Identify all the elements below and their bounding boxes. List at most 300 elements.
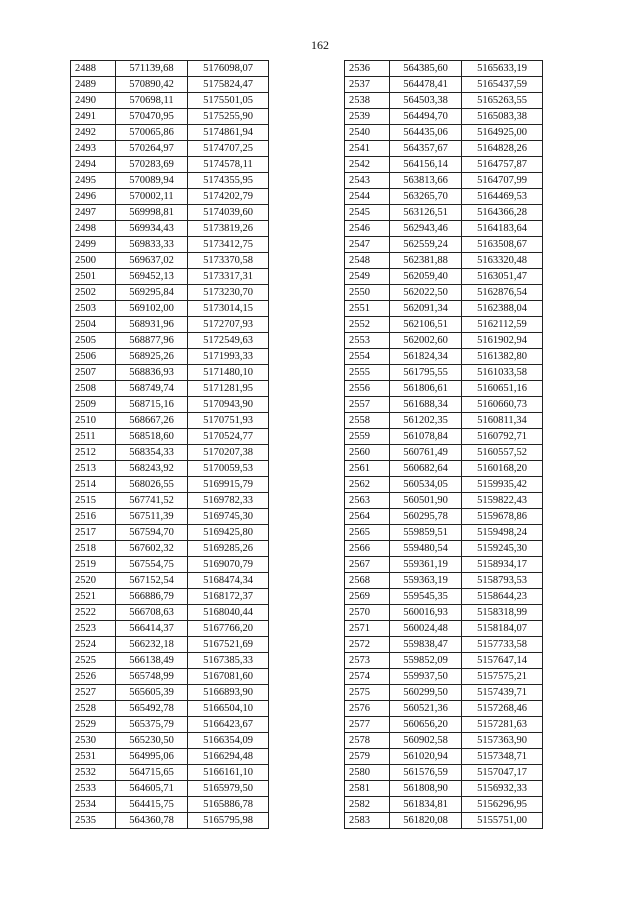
table-row xyxy=(71,605,269,621)
x-coordinate-cell: 564503,38 xyxy=(390,93,462,109)
y-coordinate-cell: 5172549,63 xyxy=(188,333,269,349)
point-number-cell: 2564 xyxy=(345,509,390,525)
point-number-cell: 2563 xyxy=(345,493,390,509)
point-number-cell: 2532 xyxy=(71,765,116,781)
y-coordinate-cell: 5164707,99 xyxy=(462,173,543,189)
table-row xyxy=(345,205,543,221)
y-coordinate-cell: 5173230,70 xyxy=(188,285,269,301)
point-number-cell: 2574 xyxy=(345,669,390,685)
point-number-cell: 2548 xyxy=(345,253,390,269)
y-coordinate-cell: 5159678,86 xyxy=(462,509,543,525)
y-coordinate-cell: 5171480,10 xyxy=(188,365,269,381)
y-coordinate-cell: 5166504,10 xyxy=(188,701,269,717)
y-coordinate-cell: 5164925,00 xyxy=(462,125,543,141)
x-coordinate-cell: 564605,71 xyxy=(116,781,188,797)
table-row xyxy=(345,701,543,717)
x-coordinate-cell: 559859,51 xyxy=(390,525,462,541)
point-number-cell: 2493 xyxy=(71,141,116,157)
point-number-cell: 2490 xyxy=(71,93,116,109)
x-coordinate-cell: 564357,67 xyxy=(390,141,462,157)
y-coordinate-cell: 5156296,95 xyxy=(462,797,543,813)
y-coordinate-cell: 5166354,09 xyxy=(188,733,269,749)
y-coordinate-cell: 5157348,71 xyxy=(462,749,543,765)
x-coordinate-cell: 569998,81 xyxy=(116,205,188,221)
x-coordinate-cell: 562106,51 xyxy=(390,317,462,333)
table-row xyxy=(71,557,269,573)
point-number-cell: 2497 xyxy=(71,205,116,221)
point-number-cell: 2579 xyxy=(345,749,390,765)
x-coordinate-cell: 560521,36 xyxy=(390,701,462,717)
y-coordinate-cell: 5165437,59 xyxy=(462,77,543,93)
x-coordinate-cell: 570089,94 xyxy=(116,173,188,189)
x-coordinate-cell: 564360,78 xyxy=(116,813,188,829)
y-coordinate-cell: 5175255,90 xyxy=(188,109,269,125)
x-coordinate-cell: 564715,65 xyxy=(116,765,188,781)
x-coordinate-cell: 566708,63 xyxy=(116,605,188,621)
x-coordinate-cell: 565230,50 xyxy=(116,733,188,749)
table-row xyxy=(71,813,269,829)
point-number-cell: 2492 xyxy=(71,125,116,141)
point-number-cell: 2518 xyxy=(71,541,116,557)
x-coordinate-cell: 564385,60 xyxy=(390,61,462,77)
x-coordinate-cell: 559937,50 xyxy=(390,669,462,685)
y-coordinate-cell: 5160168,20 xyxy=(462,461,543,477)
point-number-cell: 2542 xyxy=(345,157,390,173)
x-coordinate-cell: 561795,55 xyxy=(390,365,462,381)
x-coordinate-cell: 566232,18 xyxy=(116,637,188,653)
x-coordinate-cell: 563265,70 xyxy=(390,189,462,205)
table-row xyxy=(345,237,543,253)
point-number-cell: 2498 xyxy=(71,221,116,237)
y-coordinate-cell: 5171993,33 xyxy=(188,349,269,365)
x-coordinate-cell: 559852,09 xyxy=(390,653,462,669)
point-number-cell: 2488 xyxy=(71,61,116,77)
y-coordinate-cell: 5176098,07 xyxy=(188,61,269,77)
table-row xyxy=(71,733,269,749)
point-number-cell: 2555 xyxy=(345,365,390,381)
x-coordinate-cell: 560902,58 xyxy=(390,733,462,749)
page-number: 162 xyxy=(311,38,329,52)
y-coordinate-cell: 5171281,95 xyxy=(188,381,269,397)
x-coordinate-cell: 560534,05 xyxy=(390,477,462,493)
point-number-cell: 2527 xyxy=(71,685,116,701)
y-coordinate-cell: 5163320,48 xyxy=(462,253,543,269)
y-coordinate-cell: 5165979,50 xyxy=(188,781,269,797)
x-coordinate-cell: 565748,99 xyxy=(116,669,188,685)
x-coordinate-cell: 560295,78 xyxy=(390,509,462,525)
point-number-cell: 2577 xyxy=(345,717,390,733)
table-row xyxy=(71,237,269,253)
y-coordinate-cell: 5175501,05 xyxy=(188,93,269,109)
table-row xyxy=(71,765,269,781)
table-row xyxy=(71,429,269,445)
point-number-cell: 2516 xyxy=(71,509,116,525)
point-number-cell: 2541 xyxy=(345,141,390,157)
y-coordinate-cell: 5174202,79 xyxy=(188,189,269,205)
point-number-cell: 2494 xyxy=(71,157,116,173)
table-row xyxy=(71,77,269,93)
point-number-cell: 2529 xyxy=(71,717,116,733)
point-number-cell: 2545 xyxy=(345,205,390,221)
table-row xyxy=(345,557,543,573)
coordinates-table-left xyxy=(70,60,269,829)
point-number-cell: 2582 xyxy=(345,797,390,813)
y-coordinate-cell: 5167766,20 xyxy=(188,621,269,637)
table-row xyxy=(345,221,543,237)
point-number-cell: 2520 xyxy=(71,573,116,589)
x-coordinate-cell: 568715,16 xyxy=(116,397,188,413)
y-coordinate-cell: 5168474,34 xyxy=(188,573,269,589)
x-coordinate-cell: 559545,35 xyxy=(390,589,462,605)
point-number-cell: 2528 xyxy=(71,701,116,717)
y-coordinate-cell: 5172707,93 xyxy=(188,317,269,333)
table-row xyxy=(345,365,543,381)
point-number-cell: 2581 xyxy=(345,781,390,797)
point-number-cell: 2519 xyxy=(71,557,116,573)
y-coordinate-cell: 5162388,04 xyxy=(462,301,543,317)
table-row xyxy=(345,333,543,349)
y-coordinate-cell: 5173014,15 xyxy=(188,301,269,317)
y-coordinate-cell: 5170943,90 xyxy=(188,397,269,413)
y-coordinate-cell: 5163051,47 xyxy=(462,269,543,285)
table-row xyxy=(345,589,543,605)
x-coordinate-cell: 566414,37 xyxy=(116,621,188,637)
y-coordinate-cell: 5158318,99 xyxy=(462,605,543,621)
y-coordinate-cell: 5170207,38 xyxy=(188,445,269,461)
y-coordinate-cell: 5169782,33 xyxy=(188,493,269,509)
x-coordinate-cell: 568749,74 xyxy=(116,381,188,397)
y-coordinate-cell: 5173317,31 xyxy=(188,269,269,285)
table-row xyxy=(71,589,269,605)
point-number-cell: 2557 xyxy=(345,397,390,413)
x-coordinate-cell: 565492,78 xyxy=(116,701,188,717)
x-coordinate-cell: 559363,19 xyxy=(390,573,462,589)
point-number-cell: 2571 xyxy=(345,621,390,637)
y-coordinate-cell: 5170059,53 xyxy=(188,461,269,477)
point-number-cell: 2489 xyxy=(71,77,116,93)
point-number-cell: 2511 xyxy=(71,429,116,445)
point-number-cell: 2502 xyxy=(71,285,116,301)
point-number-cell: 2553 xyxy=(345,333,390,349)
y-coordinate-cell: 5160811,34 xyxy=(462,413,543,429)
table-row xyxy=(71,301,269,317)
table-row xyxy=(345,173,543,189)
x-coordinate-cell: 564478,41 xyxy=(390,77,462,93)
y-coordinate-cell: 5169915,79 xyxy=(188,477,269,493)
y-coordinate-cell: 5161033,58 xyxy=(462,365,543,381)
x-coordinate-cell: 562022,50 xyxy=(390,285,462,301)
point-number-cell: 2517 xyxy=(71,525,116,541)
y-coordinate-cell: 5165263,55 xyxy=(462,93,543,109)
table-row xyxy=(71,509,269,525)
x-coordinate-cell: 569452,13 xyxy=(116,269,188,285)
table-row xyxy=(71,269,269,285)
point-number-cell: 2556 xyxy=(345,381,390,397)
x-coordinate-cell: 570002,11 xyxy=(116,189,188,205)
point-number-cell: 2558 xyxy=(345,413,390,429)
table-row xyxy=(345,509,543,525)
x-coordinate-cell: 560016,93 xyxy=(390,605,462,621)
y-coordinate-cell: 5173370,58 xyxy=(188,253,269,269)
x-coordinate-cell: 570470,95 xyxy=(116,109,188,125)
y-coordinate-cell: 5165633,19 xyxy=(462,61,543,77)
point-number-cell: 2537 xyxy=(345,77,390,93)
y-coordinate-cell: 5169070,79 xyxy=(188,557,269,573)
table-row xyxy=(345,541,543,557)
y-coordinate-cell: 5163508,67 xyxy=(462,237,543,253)
y-coordinate-cell: 5157363,90 xyxy=(462,733,543,749)
point-number-cell: 2569 xyxy=(345,589,390,605)
y-coordinate-cell: 5157575,21 xyxy=(462,669,543,685)
table-row xyxy=(71,285,269,301)
point-number-cell: 2501 xyxy=(71,269,116,285)
x-coordinate-cell: 565605,39 xyxy=(116,685,188,701)
point-number-cell: 2500 xyxy=(71,253,116,269)
x-coordinate-cell: 567152,54 xyxy=(116,573,188,589)
x-coordinate-cell: 561688,34 xyxy=(390,397,462,413)
point-number-cell: 2570 xyxy=(345,605,390,621)
table-row xyxy=(345,621,543,637)
table-row xyxy=(345,157,543,173)
x-coordinate-cell: 568877,96 xyxy=(116,333,188,349)
table-row xyxy=(71,333,269,349)
point-number-cell: 2554 xyxy=(345,349,390,365)
x-coordinate-cell: 562059,40 xyxy=(390,269,462,285)
table-row xyxy=(345,717,543,733)
table-row xyxy=(71,205,269,221)
x-coordinate-cell: 568518,60 xyxy=(116,429,188,445)
point-number-cell: 2531 xyxy=(71,749,116,765)
x-coordinate-cell: 562943,46 xyxy=(390,221,462,237)
y-coordinate-cell: 5170524,77 xyxy=(188,429,269,445)
y-coordinate-cell: 5167521,69 xyxy=(188,637,269,653)
table-row xyxy=(345,525,543,541)
table-row xyxy=(345,765,543,781)
point-number-cell: 2546 xyxy=(345,221,390,237)
x-coordinate-cell: 564156,14 xyxy=(390,157,462,173)
point-number-cell: 2507 xyxy=(71,365,116,381)
x-coordinate-cell: 571139,68 xyxy=(116,61,188,77)
x-coordinate-cell: 569102,00 xyxy=(116,301,188,317)
point-number-cell: 2525 xyxy=(71,653,116,669)
point-number-cell: 2505 xyxy=(71,333,116,349)
table-row xyxy=(345,749,543,765)
table-row xyxy=(71,125,269,141)
x-coordinate-cell: 570698,11 xyxy=(116,93,188,109)
table-row xyxy=(71,189,269,205)
point-number-cell: 2575 xyxy=(345,685,390,701)
table-row xyxy=(71,397,269,413)
x-coordinate-cell: 566138,49 xyxy=(116,653,188,669)
table-row xyxy=(71,221,269,237)
point-number-cell: 2562 xyxy=(345,477,390,493)
point-number-cell: 2504 xyxy=(71,317,116,333)
table-row xyxy=(345,317,543,333)
point-number-cell: 2540 xyxy=(345,125,390,141)
y-coordinate-cell: 5165083,38 xyxy=(462,109,543,125)
point-number-cell: 2496 xyxy=(71,189,116,205)
table-row xyxy=(71,669,269,685)
point-number-cell: 2536 xyxy=(345,61,390,77)
point-number-cell: 2514 xyxy=(71,477,116,493)
x-coordinate-cell: 569637,02 xyxy=(116,253,188,269)
table-row xyxy=(345,93,543,109)
x-coordinate-cell: 562381,88 xyxy=(390,253,462,269)
table-row xyxy=(345,813,543,829)
y-coordinate-cell: 5168172,37 xyxy=(188,589,269,605)
point-number-cell: 2499 xyxy=(71,237,116,253)
x-coordinate-cell: 559361,19 xyxy=(390,557,462,573)
point-number-cell: 2544 xyxy=(345,189,390,205)
y-coordinate-cell: 5159935,42 xyxy=(462,477,543,493)
x-coordinate-cell: 564995,06 xyxy=(116,749,188,765)
y-coordinate-cell: 5174578,11 xyxy=(188,157,269,173)
y-coordinate-cell: 5165886,78 xyxy=(188,797,269,813)
point-number-cell: 2572 xyxy=(345,637,390,653)
y-coordinate-cell: 5174861,94 xyxy=(188,125,269,141)
y-coordinate-cell: 5167081,60 xyxy=(188,669,269,685)
point-number-cell: 2509 xyxy=(71,397,116,413)
x-coordinate-cell: 559838,47 xyxy=(390,637,462,653)
y-coordinate-cell: 5170751,93 xyxy=(188,413,269,429)
x-coordinate-cell: 561820,08 xyxy=(390,813,462,829)
x-coordinate-cell: 568667,26 xyxy=(116,413,188,429)
point-number-cell: 2535 xyxy=(71,813,116,829)
y-coordinate-cell: 5165795,98 xyxy=(188,813,269,829)
x-coordinate-cell: 563813,66 xyxy=(390,173,462,189)
x-coordinate-cell: 560682,64 xyxy=(390,461,462,477)
y-coordinate-cell: 5164469,53 xyxy=(462,189,543,205)
point-number-cell: 2578 xyxy=(345,733,390,749)
x-coordinate-cell: 567594,70 xyxy=(116,525,188,541)
y-coordinate-cell: 5158644,23 xyxy=(462,589,543,605)
table-row xyxy=(71,109,269,125)
table-row xyxy=(71,461,269,477)
table-row xyxy=(71,381,269,397)
point-number-cell: 2580 xyxy=(345,765,390,781)
point-number-cell: 2573 xyxy=(345,653,390,669)
y-coordinate-cell: 5166294,48 xyxy=(188,749,269,765)
point-number-cell: 2521 xyxy=(71,589,116,605)
y-coordinate-cell: 5158793,53 xyxy=(462,573,543,589)
point-number-cell: 2560 xyxy=(345,445,390,461)
y-coordinate-cell: 5157268,46 xyxy=(462,701,543,717)
x-coordinate-cell: 560501,90 xyxy=(390,493,462,509)
x-coordinate-cell: 570890,42 xyxy=(116,77,188,93)
x-coordinate-cell: 570264,97 xyxy=(116,141,188,157)
x-coordinate-cell: 568354,33 xyxy=(116,445,188,461)
table-row xyxy=(71,797,269,813)
point-number-cell: 2506 xyxy=(71,349,116,365)
table-row xyxy=(71,621,269,637)
table-row xyxy=(345,269,543,285)
point-number-cell: 2524 xyxy=(71,637,116,653)
x-coordinate-cell: 564415,75 xyxy=(116,797,188,813)
x-coordinate-cell: 568931,96 xyxy=(116,317,188,333)
x-coordinate-cell: 560024,48 xyxy=(390,621,462,637)
point-number-cell: 2550 xyxy=(345,285,390,301)
x-coordinate-cell: 559480,54 xyxy=(390,541,462,557)
y-coordinate-cell: 5174039,60 xyxy=(188,205,269,221)
y-coordinate-cell: 5175824,47 xyxy=(188,77,269,93)
x-coordinate-cell: 562091,34 xyxy=(390,301,462,317)
point-number-cell: 2552 xyxy=(345,317,390,333)
point-number-cell: 2522 xyxy=(71,605,116,621)
table-row xyxy=(345,637,543,653)
y-coordinate-cell: 5159822,43 xyxy=(462,493,543,509)
table-row xyxy=(71,749,269,765)
y-coordinate-cell: 5173412,75 xyxy=(188,237,269,253)
table-body-right xyxy=(345,61,543,829)
x-coordinate-cell: 567741,52 xyxy=(116,493,188,509)
x-coordinate-cell: 563126,51 xyxy=(390,205,462,221)
x-coordinate-cell: 561806,61 xyxy=(390,381,462,397)
y-coordinate-cell: 5164183,64 xyxy=(462,221,543,237)
point-number-cell: 2510 xyxy=(71,413,116,429)
table-body-left xyxy=(71,61,269,829)
table-row xyxy=(345,685,543,701)
y-coordinate-cell: 5157733,58 xyxy=(462,637,543,653)
point-number-cell: 2549 xyxy=(345,269,390,285)
x-coordinate-cell: 567554,75 xyxy=(116,557,188,573)
point-number-cell: 2566 xyxy=(345,541,390,557)
table-row xyxy=(71,493,269,509)
table-row xyxy=(345,285,543,301)
y-coordinate-cell: 5167385,33 xyxy=(188,653,269,669)
x-coordinate-cell: 568925,26 xyxy=(116,349,188,365)
x-coordinate-cell: 569833,33 xyxy=(116,237,188,253)
y-coordinate-cell: 5160660,73 xyxy=(462,397,543,413)
x-coordinate-cell: 561078,84 xyxy=(390,429,462,445)
table-row xyxy=(71,477,269,493)
point-number-cell: 2538 xyxy=(345,93,390,109)
x-coordinate-cell: 564435,06 xyxy=(390,125,462,141)
point-number-cell: 2491 xyxy=(71,109,116,125)
table-row xyxy=(345,669,543,685)
point-number-cell: 2583 xyxy=(345,813,390,829)
table-row xyxy=(345,381,543,397)
table-row xyxy=(71,141,269,157)
x-coordinate-cell: 562559,24 xyxy=(390,237,462,253)
table-row xyxy=(71,349,269,365)
y-coordinate-cell: 5157281,63 xyxy=(462,717,543,733)
y-coordinate-cell: 5174355,95 xyxy=(188,173,269,189)
y-coordinate-cell: 5162876,54 xyxy=(462,285,543,301)
point-number-cell: 2513 xyxy=(71,461,116,477)
table-row xyxy=(345,301,543,317)
x-coordinate-cell: 561824,34 xyxy=(390,349,462,365)
table-row xyxy=(345,781,543,797)
table-row xyxy=(71,685,269,701)
x-coordinate-cell: 568243,92 xyxy=(116,461,188,477)
table-row xyxy=(345,349,543,365)
table-row xyxy=(71,413,269,429)
table-row xyxy=(345,493,543,509)
point-number-cell: 2567 xyxy=(345,557,390,573)
y-coordinate-cell: 5174707,25 xyxy=(188,141,269,157)
point-number-cell: 2551 xyxy=(345,301,390,317)
table-row xyxy=(71,157,269,173)
table-row xyxy=(345,605,543,621)
x-coordinate-cell: 561576,59 xyxy=(390,765,462,781)
y-coordinate-cell: 5156932,33 xyxy=(462,781,543,797)
point-number-cell: 2530 xyxy=(71,733,116,749)
x-coordinate-cell: 560656,20 xyxy=(390,717,462,733)
table-row xyxy=(345,429,543,445)
x-coordinate-cell: 564494,70 xyxy=(390,109,462,125)
y-coordinate-cell: 5166893,90 xyxy=(188,685,269,701)
table-row xyxy=(345,653,543,669)
